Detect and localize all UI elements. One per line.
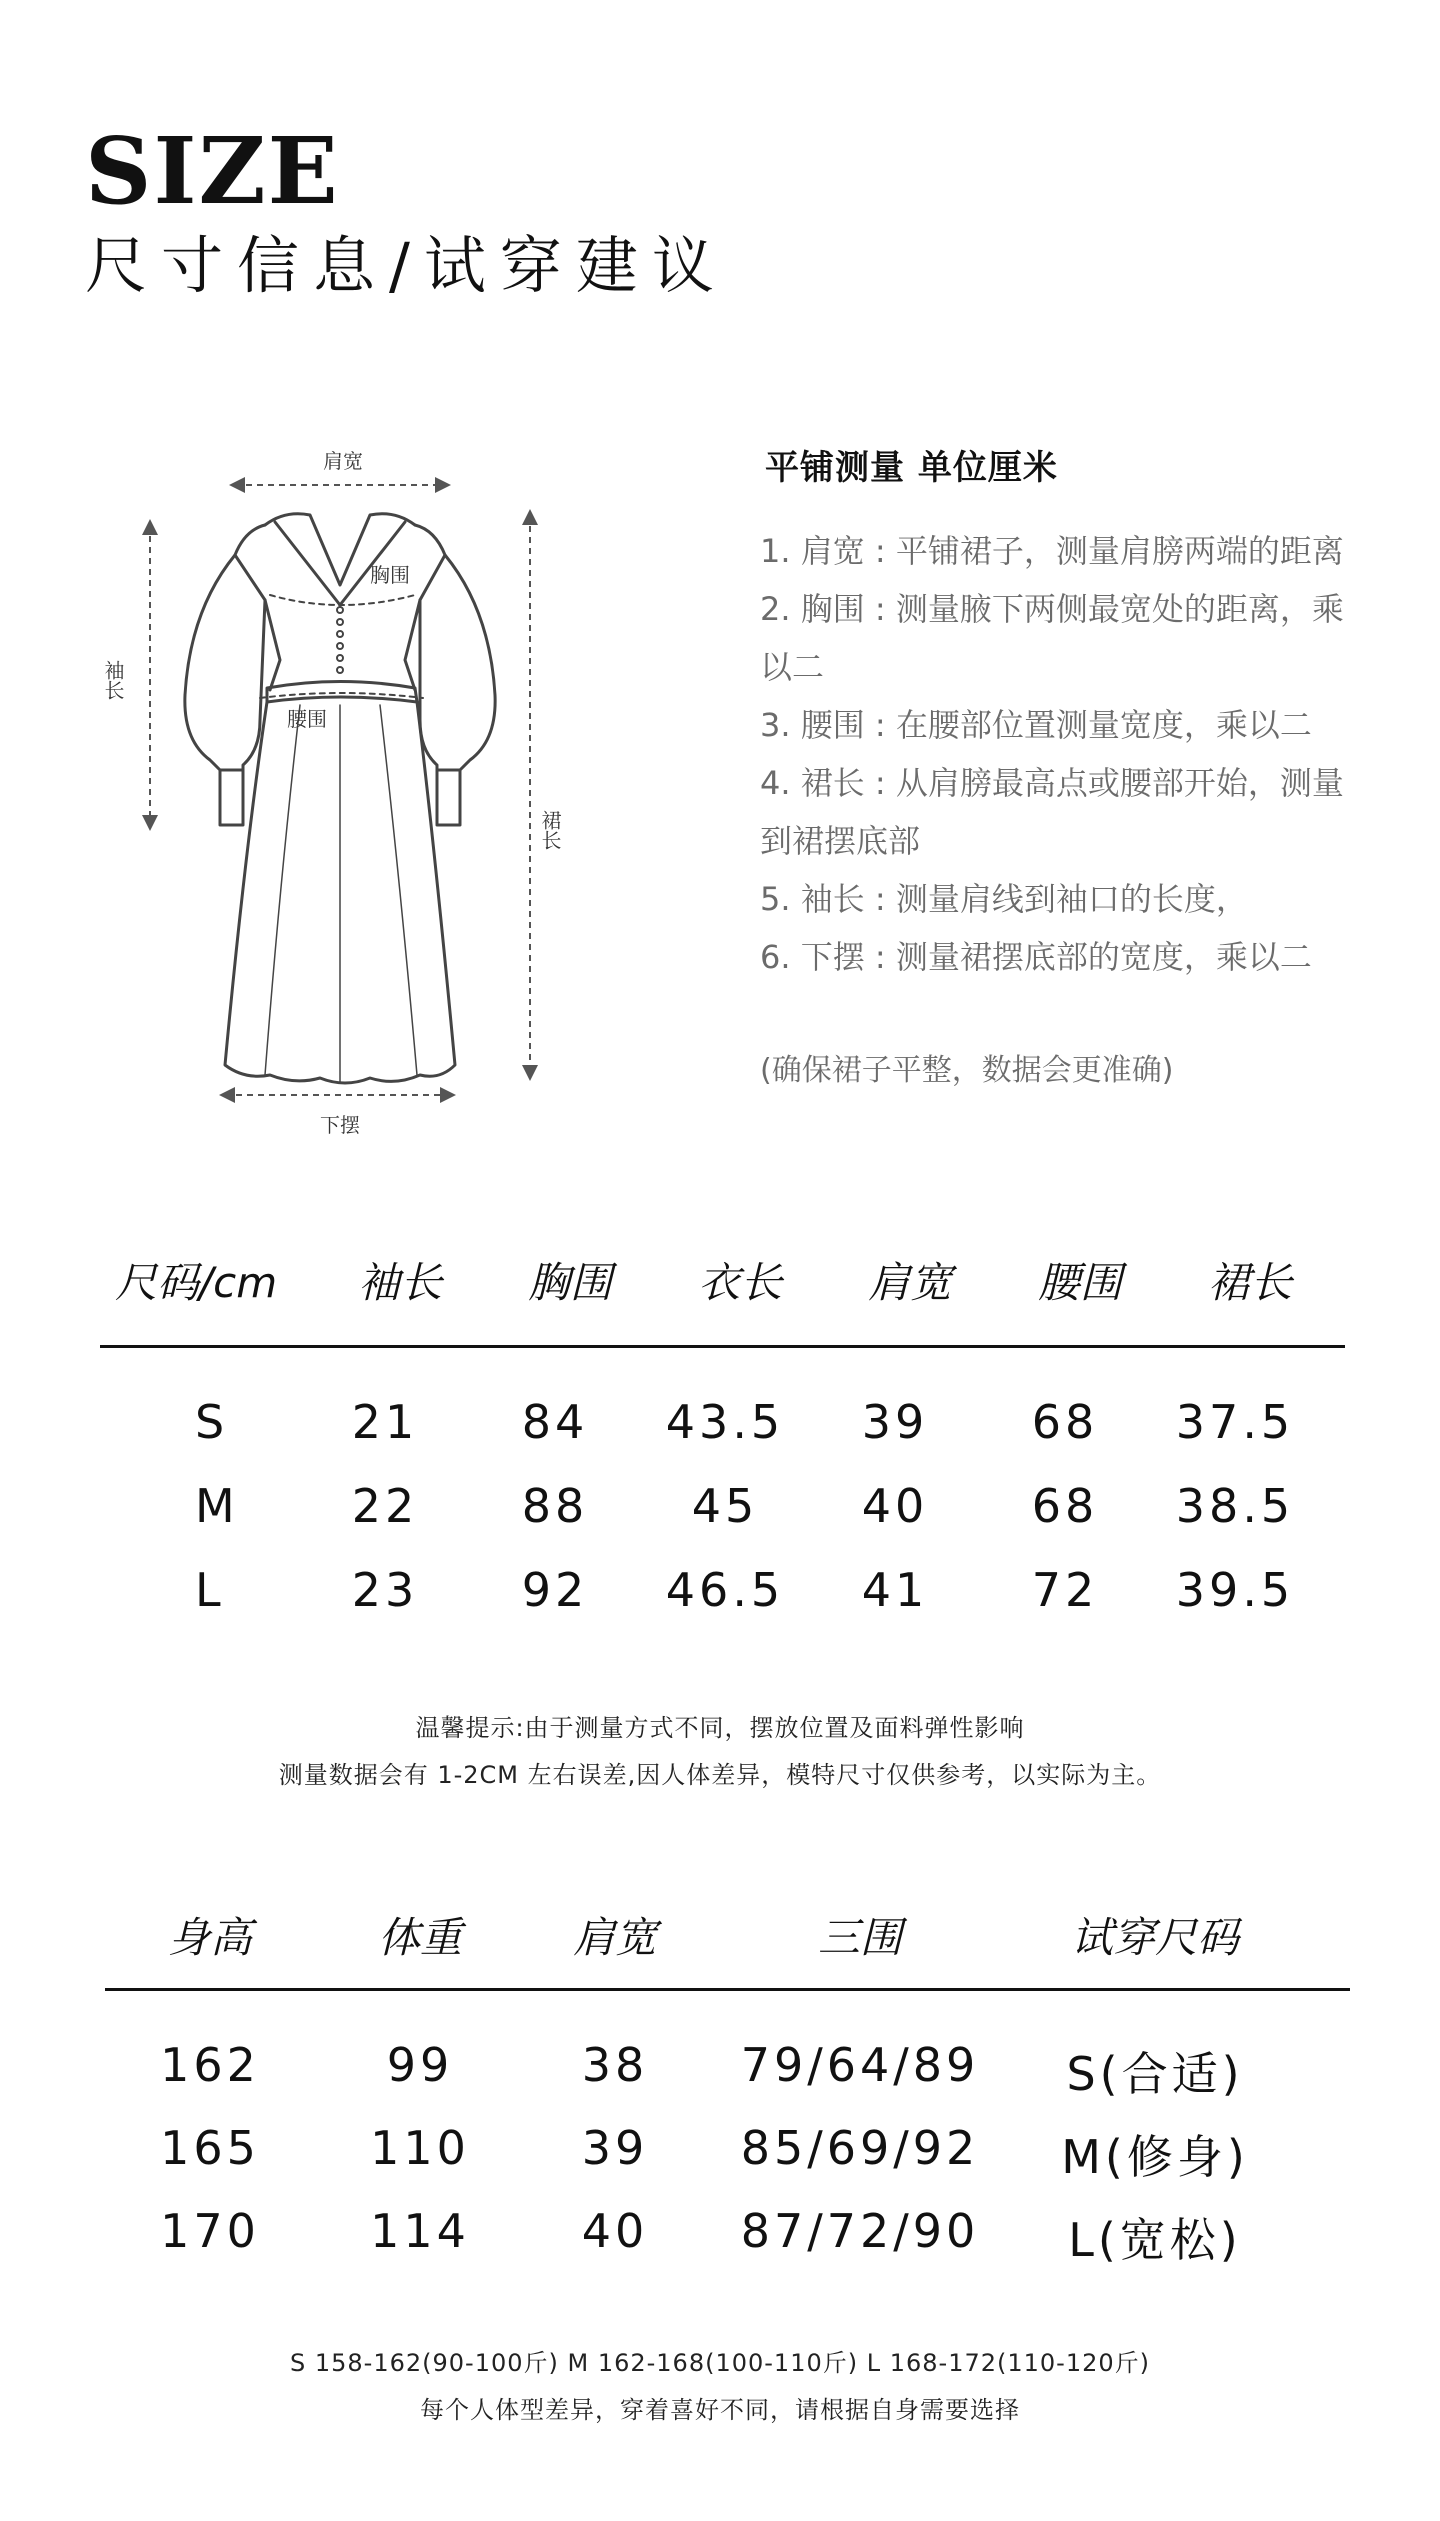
fit-cell: 165 <box>160 2121 260 2175</box>
fit-header-cell: 试穿尺码 <box>1070 1913 1239 1962</box>
label-sleeve: 袖长 <box>101 660 125 700</box>
table-row <box>100 1563 1350 1647</box>
size-cell: 39.5 <box>1175 1563 1295 1617</box>
fit-table-body <box>105 2038 1355 2287</box>
size-cell: 37.5 <box>1175 1395 1295 1449</box>
size-header-cell: 袖长 <box>357 1258 442 1307</box>
label-hem: 下摆 <box>320 1113 360 1137</box>
fit-cell: 79/64/89 <box>740 2038 980 2092</box>
fit-cell: M(修身) <box>1061 2130 1249 2184</box>
size-cell: 43.5 <box>665 1395 785 1449</box>
measure-heading: 平铺测量 单位厘米 <box>765 448 1058 488</box>
size-cell: 68 <box>1031 1395 1099 1449</box>
label-shoulder: 肩宽 <box>323 449 363 473</box>
size-cell: 92 <box>521 1563 589 1617</box>
table-row <box>105 2204 1355 2287</box>
size-cell: 68 <box>1031 1479 1099 1533</box>
size-cell: 38.5 <box>1175 1479 1295 1533</box>
size-table-divider <box>100 1345 1345 1348</box>
fit-header-cell: 三围 <box>817 1913 902 1962</box>
page-title-en: SIZE <box>85 117 340 225</box>
fit-cell: 87/72/90 <box>740 2204 980 2258</box>
measure-item: 1. 肩宽 : 平铺裙子，测量肩膀两端的距离 <box>760 532 1344 570</box>
size-header-cell: 肩宽 <box>867 1258 952 1307</box>
table-row <box>105 2121 1355 2204</box>
table-row <box>105 2038 1355 2121</box>
fit-table-divider <box>105 1988 1350 1991</box>
measure-note: (确保裙子平整，数据会更准确) <box>760 1053 1174 1088</box>
size-cell: 45 <box>691 1479 759 1533</box>
tip-line-2: 测量数据会有 1-2CM 左右误差,因人体差异，模特尺寸仅供参考，以实际为主。 <box>278 1761 1162 1789</box>
size-header-cell: 裙长 <box>1207 1258 1292 1307</box>
dress-diagram <box>95 430 615 1160</box>
fit-cell: L(宽松) <box>1068 2213 1242 2267</box>
size-cell: 84 <box>521 1395 589 1449</box>
fit-cell: S(合适) <box>1066 2047 1244 2101</box>
size-cell: 21 <box>351 1395 419 1449</box>
label-skirt: 裙长 <box>538 810 562 850</box>
fit-header-cell: 身高 <box>167 1913 252 1962</box>
size-cell: 40 <box>861 1479 929 1533</box>
measure-list <box>760 522 1370 986</box>
fit-cell: 162 <box>160 2038 260 2092</box>
page-title-cn: 尺寸信息/试穿建议 <box>85 229 728 302</box>
table-row <box>100 1395 1350 1479</box>
size-cell: 23 <box>351 1563 419 1617</box>
size-table-header <box>100 1250 1350 1310</box>
measure-item: 6. 下摆 : 测量裙摆底部的宽度，乘以二 <box>760 938 1312 976</box>
fit-cell: 99 <box>386 2038 454 2092</box>
measure-item: 2. 胸围 : 测量腋下两侧最宽处的距离，乘以二 <box>760 590 1344 686</box>
size-table-body <box>100 1395 1350 1647</box>
measure-item: 5. 袖长 : 测量肩线到袖口的长度， <box>760 880 1248 918</box>
fit-cell: 40 <box>581 2204 649 2258</box>
footer-size-ranges: S 158-162(90-100斤) M 162-168(100-110斤) L 168-172(110-120斤) <box>289 2349 1151 2377</box>
size-header-cell: 衣长 <box>697 1258 782 1307</box>
fit-header-cell: 肩宽 <box>572 1913 657 1962</box>
size-cell: 39 <box>861 1395 929 1449</box>
fit-cell: 38 <box>581 2038 649 2092</box>
size-cell: L <box>195 1563 225 1617</box>
size-cell: 88 <box>521 1479 589 1533</box>
size-cell: 41 <box>861 1563 929 1617</box>
left-sleeve <box>185 555 265 825</box>
size-header-cell: 尺码/cm <box>115 1258 278 1307</box>
size-cell: 22 <box>351 1479 419 1533</box>
size-cell: 72 <box>1031 1563 1099 1617</box>
fit-header-cell: 体重 <box>377 1913 462 1962</box>
table-row <box>100 1479 1350 1563</box>
fit-cell: 39 <box>581 2121 649 2175</box>
size-cell: M <box>195 1479 239 1533</box>
fit-cell: 114 <box>370 2204 470 2258</box>
fit-cell: 110 <box>370 2121 470 2175</box>
tip-line-1: 温馨提示:由于测量方式不同，摆放位置及面料弹性影响 <box>415 1714 1025 1742</box>
fit-cell: 85/69/92 <box>740 2121 980 2175</box>
size-header-cell: 胸围 <box>527 1258 612 1307</box>
measure-item: 4. 裙长 : 从肩膀最高点或腰部开始，测量到裙摆底部 <box>760 764 1344 860</box>
right-sleeve <box>420 555 495 825</box>
measure-item: 3. 腰围 : 在腰部位置测量宽度，乘以二 <box>760 706 1312 744</box>
label-chest: 胸围 <box>370 563 410 587</box>
size-cell: 46.5 <box>665 1563 785 1617</box>
size-header-cell: 腰围 <box>1037 1258 1122 1307</box>
size-cell: S <box>195 1395 229 1449</box>
fit-cell: 170 <box>160 2204 260 2258</box>
fit-table-header <box>105 1905 1355 1965</box>
label-waist: 腰围 <box>287 707 327 731</box>
footer-note: 每个人体型差异，穿着喜好不同，请根据自身需要选择 <box>420 2396 1020 2424</box>
